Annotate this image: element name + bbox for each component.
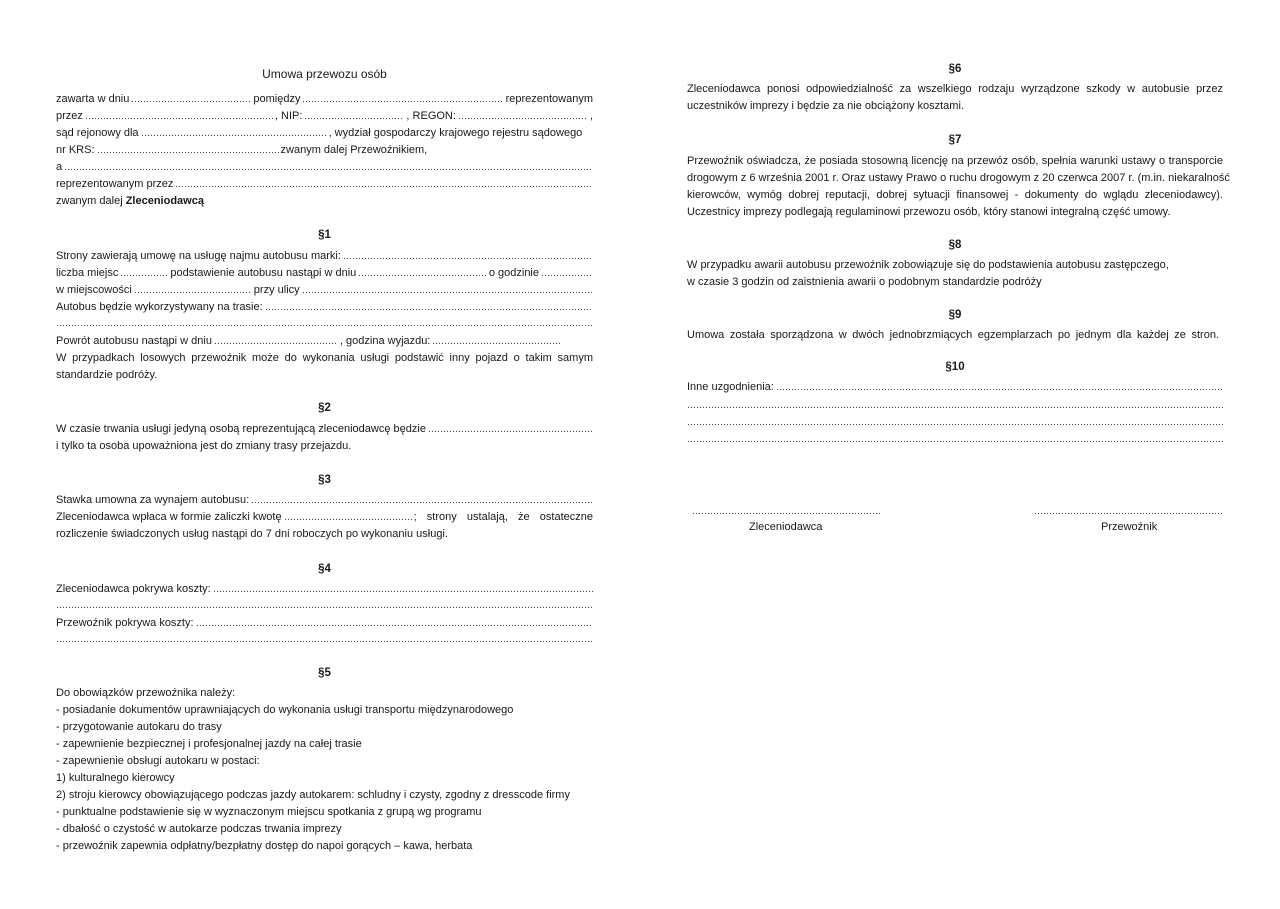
s7-line-2: drogowym z 6 września 2001 r. Oraz ustawy Prawo o ruchu drogowym z 20 czerwca 2007 r. (m.in. niekaralność bbox=[687, 172, 1230, 184]
pickup-date-field[interactable] bbox=[358, 266, 487, 276]
intro-line-5: a bbox=[56, 159, 593, 176]
document-title: Umowa przewozu osób bbox=[262, 67, 387, 81]
other-arrangements-field[interactable] bbox=[776, 380, 1223, 390]
s1-line-4: Autobus będzie wykorzystywany na trasie: bbox=[56, 299, 593, 316]
section-7-heading: §7 bbox=[948, 134, 962, 146]
section-8-heading: §8 bbox=[948, 239, 962, 251]
departure-time-field[interactable] bbox=[432, 334, 560, 344]
s5-item: - punktualne podstawienie się w wyznaczonym miejscu spotkania z grupą wg programu bbox=[56, 806, 482, 818]
s5-item: - zapewnienie bezpiecznej i profesjonalnej jazdy na całej trasie bbox=[56, 738, 362, 750]
section-9-heading: §9 bbox=[948, 309, 962, 321]
s10-line-2 bbox=[687, 398, 1223, 415]
intro-line-3: sąd rejonowy dla , wydział gospodarczy krajowego rejestru sądowego bbox=[56, 127, 583, 139]
s1-line-1: Strony zawierają umowę na usługę najmu autobusu marki: bbox=[56, 248, 593, 265]
carrier-signature-label: Przewoźnik bbox=[1101, 521, 1158, 533]
section-3-heading: §3 bbox=[318, 474, 331, 486]
s1-line-3: w miejscowości przy ulicy bbox=[56, 282, 593, 299]
s1-line-8: standardzie podróży. bbox=[56, 369, 158, 381]
court-field[interactable] bbox=[141, 126, 327, 136]
s4-line-2 bbox=[56, 598, 593, 615]
return-date-field[interactable] bbox=[214, 334, 338, 344]
bus-brand-field[interactable] bbox=[343, 249, 593, 259]
advance-amount-field[interactable] bbox=[284, 510, 412, 520]
carrier-signature-line[interactable] bbox=[1034, 504, 1224, 514]
client-term: Zleceniodawcą bbox=[125, 195, 204, 207]
s10-line-3 bbox=[687, 415, 1223, 432]
nip-field[interactable] bbox=[304, 109, 404, 119]
s6-line-2: uczestników imprezy i będzie za nie obciążony kosztami. bbox=[687, 100, 964, 112]
s5-item: - przewoźnik zapewnia odpłatny/bezpłatny dostęp do napoi gorących – kawa, herbata bbox=[56, 840, 473, 852]
s4-line-3: Przewoźnik pokrywa koszty: bbox=[56, 615, 593, 632]
section-2-heading: §2 bbox=[318, 402, 331, 414]
s3-line-2: Zleceniodawca wpłaca w formie zaliczki kwotę ; strony ustalają, że ostateczne bbox=[56, 511, 593, 523]
client-representative-person-field[interactable] bbox=[428, 422, 593, 432]
s1-line-5 bbox=[56, 316, 593, 333]
intro-line-1: zawarta w dniu pomiędzy reprezentowanym bbox=[56, 93, 593, 105]
s3-line-1: Stawka umowna za wynajem autobusu: bbox=[56, 492, 593, 509]
intro-line-6: reprezentowanym przez bbox=[56, 176, 593, 193]
intro-line-2: przez , NIP: , REGON: , bbox=[56, 110, 593, 122]
s5-item: 2) stroju kierowcy obowiązującego podczas jazdy autokarem: schludny i czysty, zgodny z dresscode firmy bbox=[56, 789, 570, 801]
s7-line-3: kierowców, wymóg dobrej reputacji, dobrej sytuacji finansowej - dokumenty do wglądu zleceniodawcy). bbox=[687, 189, 1223, 201]
s2-line-2: i tylko ta osoba upoważniona jest do zmiany trasy przejazdu. bbox=[56, 440, 352, 452]
s4-line-1: Zleceniodawca pokrywa koszty: bbox=[56, 581, 593, 598]
party-name-field[interactable] bbox=[302, 92, 503, 102]
city-field[interactable] bbox=[134, 283, 252, 293]
s10-line-1: Inne uzgodnienia: bbox=[687, 379, 1223, 396]
s5-item: Do obowiązków przewoźnika należy: bbox=[56, 687, 236, 699]
client-name-field[interactable] bbox=[64, 160, 593, 170]
other-arrangements-field-3[interactable] bbox=[687, 415, 1223, 425]
s5-item: - dbałość o czystość w autokarze podczas trwania imprezy bbox=[56, 823, 342, 835]
s1-line-7: W przypadkach losowych przewoźnik może do wykonania usługi podstawić inny pojazd o takim samym bbox=[56, 352, 593, 364]
s9-line-1: Umowa została sporządzona w dwóch jednobrzmiących egzemplarzach po jednym dla każdej ze stron. bbox=[687, 329, 1219, 341]
regon-field[interactable] bbox=[458, 109, 588, 119]
pickup-time-field[interactable] bbox=[541, 266, 593, 276]
section-6-heading: §6 bbox=[948, 63, 962, 75]
s10-line-4 bbox=[687, 432, 1223, 449]
representative-field[interactable] bbox=[85, 109, 273, 119]
s8-line-2: w czasie 3 godzin od zaistnienia awarii o podobnym standardzie podróży bbox=[687, 276, 1042, 288]
s4-line-4 bbox=[56, 632, 593, 649]
s5-item: - posiadanie dokumentów uprawniających do wykonania usługi transportu międzynarodowego bbox=[56, 704, 514, 716]
section-5-heading: §5 bbox=[318, 667, 331, 679]
s7-line-4: Uczestnicy imprezy podlegają regulaminowi przewozu osób, który stanowi integralną część umowy. bbox=[687, 206, 1171, 218]
other-arrangements-field-4[interactable] bbox=[687, 432, 1223, 442]
route-field[interactable] bbox=[265, 300, 593, 310]
s5-item: - przygotowanie autokaru do trasy bbox=[56, 721, 222, 733]
client-signature-line[interactable] bbox=[692, 504, 882, 514]
carrier-costs-field[interactable] bbox=[196, 616, 593, 626]
s7-line-1: Przewoźnik oświadcza, że posiada stosowną licencję na przewóz osób, spełnia warunki ustawy o transporcie bbox=[687, 155, 1223, 167]
krs-field[interactable] bbox=[97, 143, 279, 153]
s5-item: - zapewnienie obsługi autokaru w postaci: bbox=[56, 755, 260, 767]
client-costs-field-continued[interactable] bbox=[56, 598, 593, 608]
section-4-heading: §4 bbox=[318, 563, 331, 575]
route-field-continued[interactable] bbox=[56, 316, 593, 326]
s1-line-6: Powrót autobusu nastąpi w dniu , godzina wyjazdu: bbox=[56, 333, 593, 350]
client-costs-field[interactable] bbox=[213, 582, 593, 592]
rate-field[interactable] bbox=[251, 493, 593, 503]
client-signature-label: Zleceniodawca bbox=[749, 521, 823, 533]
intro-line-7: zwanym dalej Zleceniodawcą bbox=[56, 195, 204, 207]
section-1-heading: §1 bbox=[318, 229, 331, 241]
other-arrangements-field-2[interactable] bbox=[687, 398, 1223, 408]
s1-line-2: liczba miejsc podstawienie autobusu nastąpi w dniu o godzinie bbox=[56, 265, 593, 282]
s6-line-1: Zleceniodawca ponosi odpowiedzialność za wszelkiego rodzaju wyrządzone szkody w autobusie przez bbox=[687, 83, 1223, 95]
s8-line-1: W przypadku awarii autobusu przewoźnik zobowiązuje się do podstawienia autobusu zastępczego, bbox=[687, 259, 1169, 271]
section-10-heading: §10 bbox=[945, 361, 965, 373]
street-field[interactable] bbox=[302, 283, 593, 293]
s2-line-1: W czasie trwania usługi jedyną osobą reprezentującą zleceniodawcę będzie bbox=[56, 421, 593, 438]
s3-line-3: rozliczenie świadczonych usług nastąpi do 7 dni roboczych po wykonaniu usługi. bbox=[56, 528, 448, 540]
intro-line-4: nr KRS: zwanym dalej Przewoźnikiem, bbox=[56, 144, 428, 156]
s5-item: 1) kulturalnego kierowcy bbox=[56, 772, 175, 784]
date-field[interactable] bbox=[131, 92, 251, 102]
client-representative-field[interactable] bbox=[175, 177, 593, 187]
seats-field[interactable] bbox=[120, 266, 168, 276]
carrier-costs-field-continued[interactable] bbox=[56, 632, 593, 642]
